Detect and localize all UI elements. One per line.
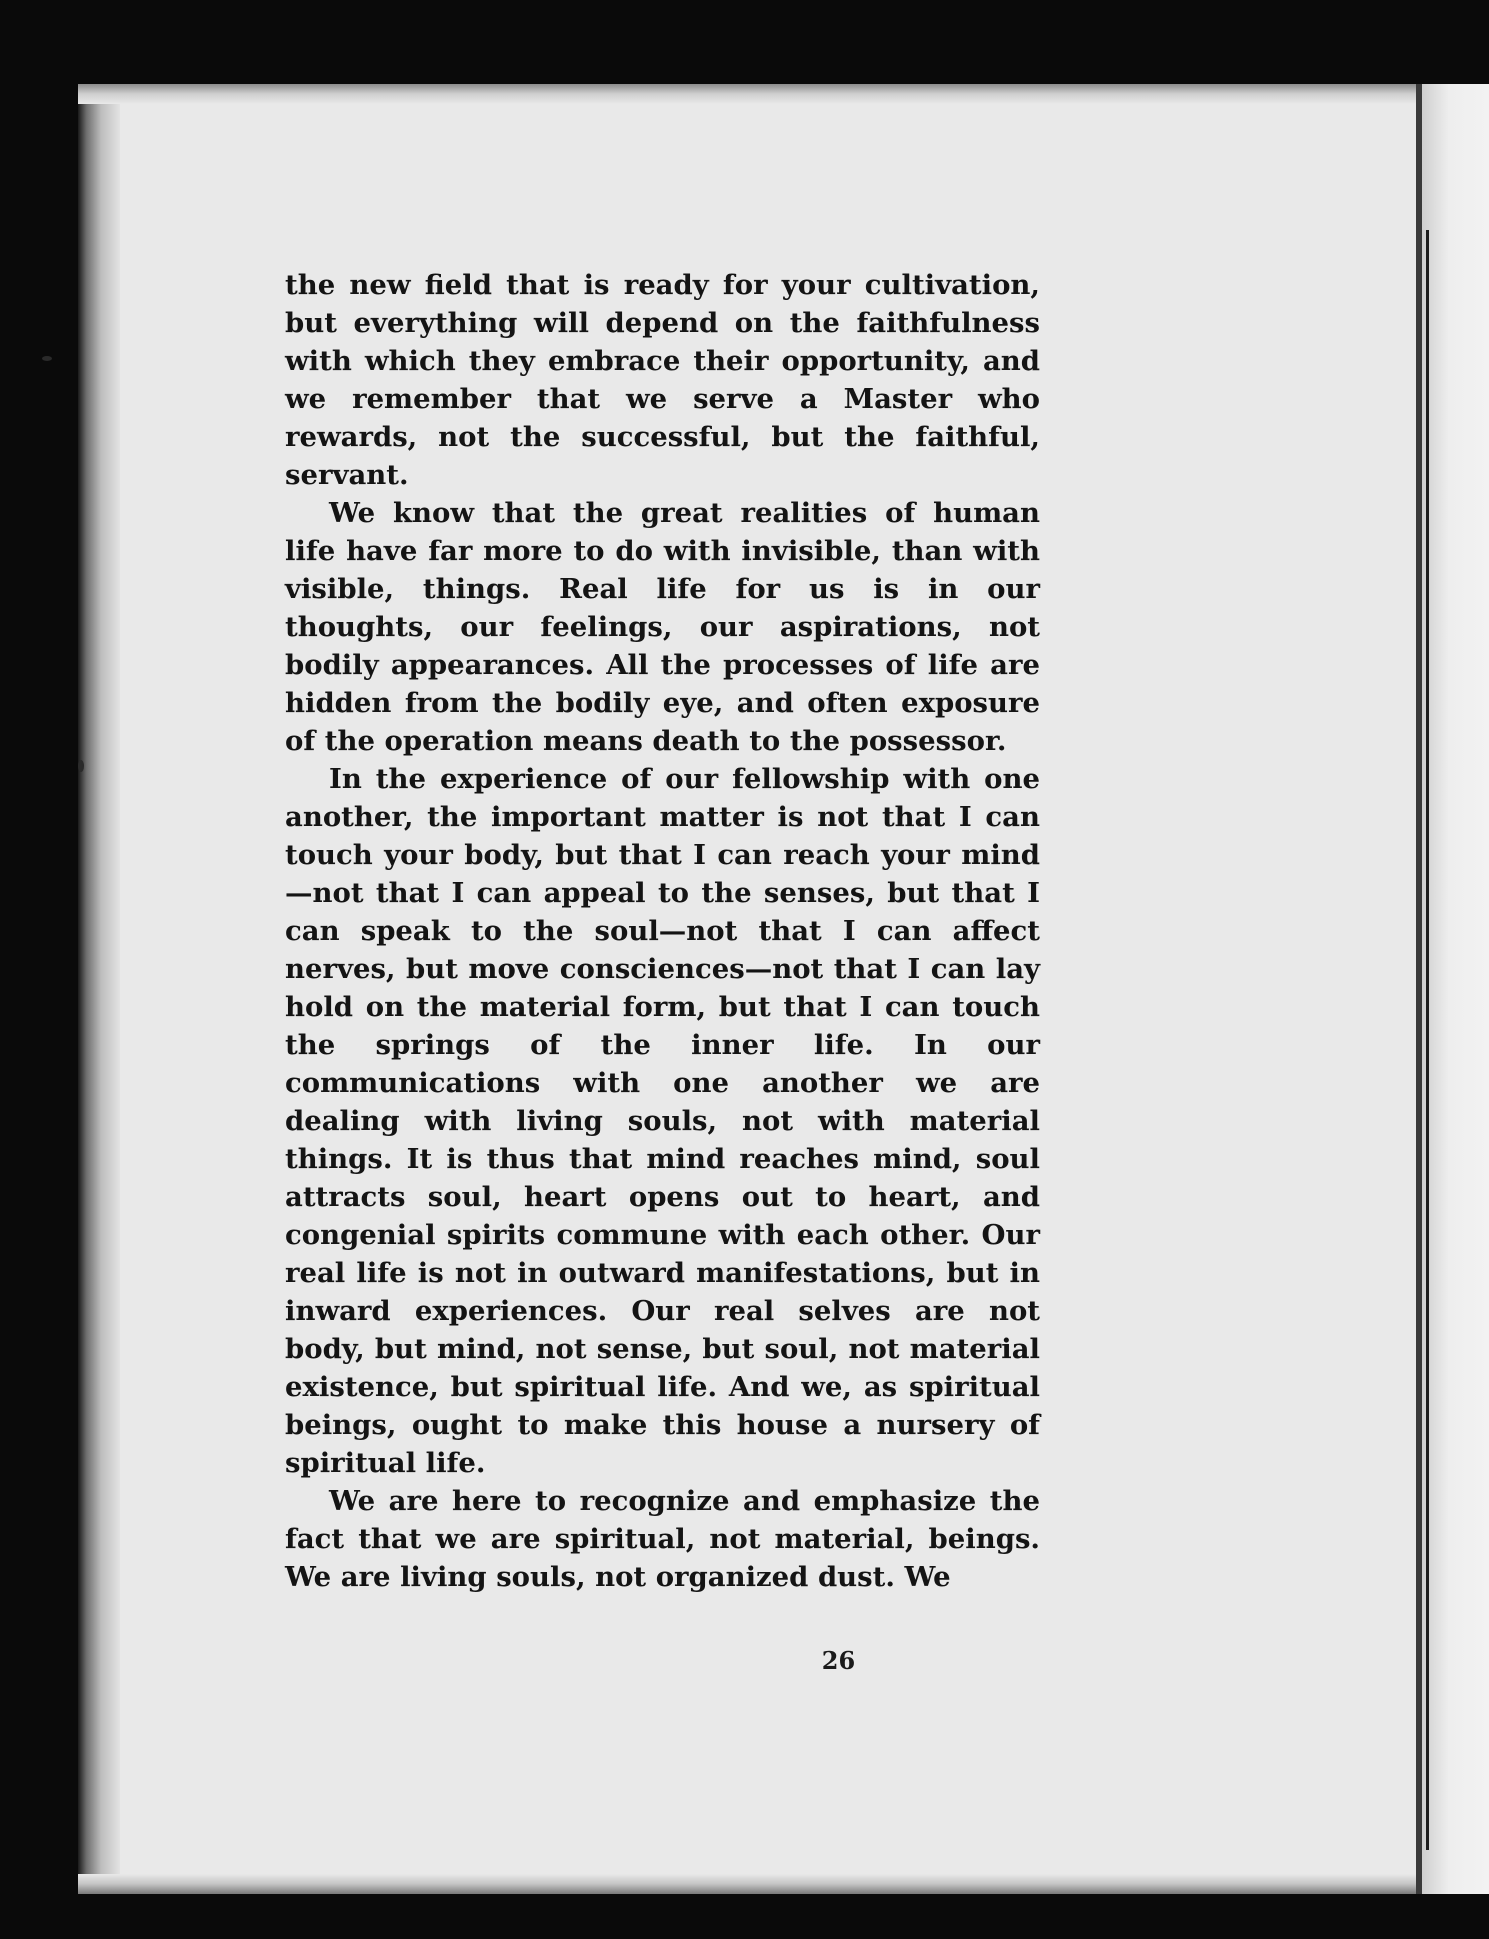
adjacent-page <box>1422 84 1489 1894</box>
paragraph-3: In the experience of our fellowship with one another, the important matter is not that I can touch your body, but that I can reach your mind —not that I can appeal to the senses, but that I can speak to the soul—not that I can affect nerves, but move consciences—not that I can lay hold on the material form, but that I can touch the springs of the inner life. In our communications with one another we are dealing with living souls, not with material things. It is thus that mind reaches mind, soul attracts soul, heart opens out to heart, and congenial spirits commune with each other. Our real life is not in outward manifestations, but in inward experiences. Our real selves are not body, but mind, not sense, but soul, not material existence, but spiritual life. And we, as spiritual beings, ought to make this house a nursery of spiritual life. <box>285 763 1040 1479</box>
paragraph-1: the new field that is ready for your cultivation, but everything will depend on the faithfulness with which they embrace their opportunity, and we remember that we serve a Master who rewards, not the successful, but the faithful, servant. <box>285 269 1040 491</box>
page-binding-edge <box>78 84 120 1894</box>
paragraph-4: We are here to recognize and emphasize the fact that we are spiritual, not material, beings. We are living souls, not organized dust. We <box>285 1485 1040 1593</box>
page-number: 26 <box>821 1646 856 1675</box>
page-number-row <box>0 1646 1489 1675</box>
page-top-edge <box>78 84 1416 104</box>
paragraph-2: We know that the great realities of human life have far more to do with invisible, than with visible, things. Real life for us is in our thoughts, our feelings, our aspirations, not bodily appearances. All the processes of life are hidden from the bodily eye, and often exposure of the operation means death to the possessor. <box>285 497 1040 757</box>
body-text <box>285 266 1040 1596</box>
scan-speck <box>42 356 52 361</box>
adjacent-page-edge <box>1426 230 1429 1850</box>
scan-speck <box>78 760 84 772</box>
page-bottom-edge <box>78 1874 1416 1894</box>
